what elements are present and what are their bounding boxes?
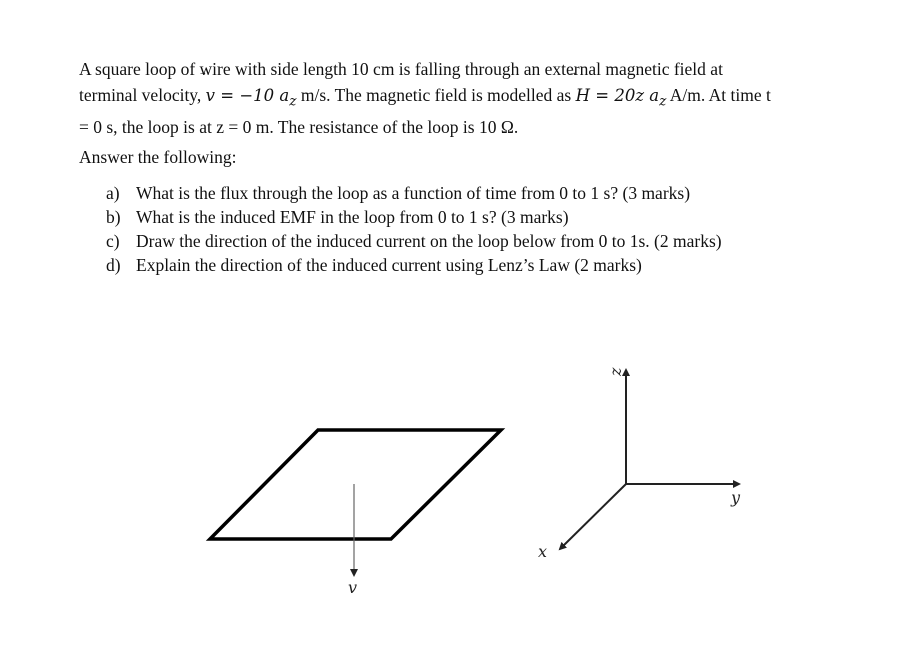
problem-line-2-part-a: terminal velocity, (79, 85, 202, 105)
velocity-label: v (348, 578, 358, 597)
field-unit-vector-subscript: z (659, 93, 667, 110)
question-marker: b) (106, 207, 121, 227)
x-axis-label: x (538, 542, 548, 561)
question-marker: c) (106, 231, 120, 251)
problem-line-2-part-e: A/m. At time t (666, 85, 771, 105)
x-axis (560, 484, 626, 549)
problem-line-3: = 0 s, the loop is at z = 0 m. The resistance of the loop is 10 Ω. (79, 117, 519, 138)
question-text: What is the flux through the loop as a function of time from 0 to 1 s? (3 marks) (136, 183, 691, 203)
question-marker: a) (106, 183, 120, 203)
question-text: Draw the direction of the induced current on the loop below from 0 to 1s. (2 marks) (136, 231, 722, 251)
velocity-symbol-letter: v (205, 86, 215, 105)
question-text: What is the induced EMF in the loop from 0 to 1 s? (3 marks) (136, 207, 569, 227)
z-axis-label: z (606, 367, 625, 376)
unit-vector-subscript: z (289, 93, 297, 110)
question-marker: d) (106, 255, 121, 275)
field-symbol-letter: H (575, 86, 591, 105)
unit-vector-letter: a (279, 86, 290, 105)
field-value: = 20z (590, 86, 650, 105)
wire-loop (210, 430, 501, 539)
answer-prompt: Answer the following: (79, 147, 237, 167)
problem-line-1: A square loop of wire with side length 10 cm is falling through an external magnetic field at (79, 59, 723, 79)
question-text: Explain the direction of the induced current using Lenz’s Law (2 marks) (136, 255, 642, 275)
field-unit-vector-letter: a (649, 86, 660, 105)
problem-line-2-part-c: m/s. The magnetic field is modelled as (296, 85, 576, 105)
velocity-value: = −10 (215, 86, 280, 105)
y-axis-label: y (731, 488, 741, 507)
